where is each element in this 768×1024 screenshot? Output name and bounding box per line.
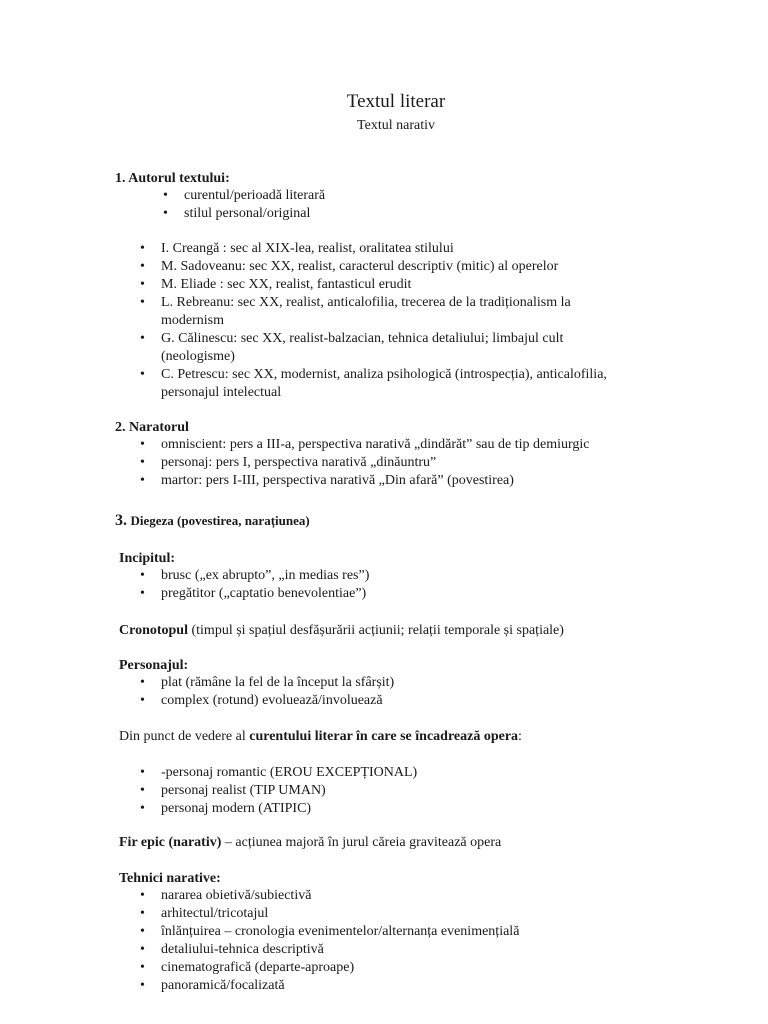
document-subtitle: Textul narativ xyxy=(357,118,435,133)
curent-list xyxy=(161,764,417,818)
list-item: • detaliului-tehnica descriptivă xyxy=(161,941,519,959)
authors-list xyxy=(161,240,681,402)
section-3-title: Diegeza (povestirea, narațiunea) xyxy=(130,513,310,528)
list-item: • cinematografică (departe-aproape) xyxy=(161,959,519,977)
list-item: • -personaj romantic (EROU EXCEPȚIONAL) xyxy=(161,764,417,782)
tehnici-heading: Tehnici narative: xyxy=(119,871,221,886)
list-item: • înlănțuirea – cronologia evenimentelor/alternanța evenimențială xyxy=(161,923,519,941)
cronotop-term: Cronotopul xyxy=(119,623,188,638)
section-1-heading: 1. Autorul textului: xyxy=(115,171,230,186)
curent-term: curentului literar în care se încadrează opera xyxy=(249,729,519,744)
list-item: • personaj realist (TIP UMAN) xyxy=(161,782,417,800)
list-item: • omniscient: pers a III-a, perspectiva narativă „dindărăt” sau de tip demiurgic xyxy=(161,436,590,454)
narrator-list xyxy=(161,436,590,490)
list-item: • panoramică/focalizată xyxy=(161,977,519,995)
personaj-list xyxy=(161,674,394,710)
curent-suffix: : xyxy=(518,729,522,744)
document-title: Textul literar xyxy=(346,91,446,112)
section-3-number: 3. xyxy=(115,512,127,529)
cronotop-paragraph xyxy=(119,622,564,640)
curent-prefix: Din punct de vedere al xyxy=(119,729,250,744)
list-item: • complex (rotund) evoluează/involuează xyxy=(161,692,394,710)
cronotop-definition: (timpul și spațiul desfășurării acțiunii; relații temporale și spațiale) xyxy=(187,623,564,638)
list-item: • personaj: pers I, perspectiva narativă „dinăuntru” xyxy=(161,454,590,472)
list-item: • arhitectul/tricotajul xyxy=(161,905,519,923)
list-item: • nararea obietivă/subiectivă xyxy=(161,887,519,905)
list-item: • G. Călinescu: sec XX, realist-balzacian, tehnica detaliului; limbajul cult (neologisme) xyxy=(161,330,621,366)
list-item: • L. Rebreanu: sec XX, realist, anticalofilia, trecerea de la tradiționalism la modernism xyxy=(161,294,631,330)
section-3-heading xyxy=(115,512,310,531)
list-item: • plat (rămâne la fel de la început la sfârșit) xyxy=(161,674,394,692)
author-criteria-list xyxy=(184,187,325,223)
list-item: • M. Sadoveanu: sec XX, realist, caracterul descriptiv (mitic) al operelor xyxy=(161,258,681,276)
list-item: • brusc („ex abrupto”, „in medias res”) xyxy=(161,567,369,585)
fir-epic-definition: – acțiunea majoră în jurul căreia gravitează opera xyxy=(221,835,502,850)
list-item: • personaj modern (ATIPIC) xyxy=(161,800,417,818)
incipit-list xyxy=(161,567,369,603)
list-item: • pregătitor („captatio benevolentiae”) xyxy=(161,585,369,603)
list-item: • C. Petrescu: sec XX, modernist, analiza psihologică (introspecția), anticalofilia, personajul intelectual xyxy=(161,366,661,402)
section-2-heading: 2. Naratorul xyxy=(115,420,189,435)
list-item: • M. Eliade : sec XX, realist, fantasticul erudit xyxy=(161,276,681,294)
tehnici-list xyxy=(161,887,519,995)
curent-paragraph xyxy=(119,728,522,746)
fir-epic-paragraph xyxy=(119,834,501,852)
list-item: • martor: pers I-III, perspectiva narativă „Din afară” (povestirea) xyxy=(161,472,590,490)
list-item: • curentul/perioadă literară xyxy=(184,187,325,205)
incipit-heading: Incipitul: xyxy=(119,551,176,566)
list-item: • stilul personal/original xyxy=(184,205,325,223)
list-item: • I. Creangă : sec al XIX-lea, realist, oralitatea stilului xyxy=(161,240,681,258)
personaj-heading: Personajul: xyxy=(119,658,189,673)
fir-epic-term: Fir epic (narativ) xyxy=(119,835,222,850)
